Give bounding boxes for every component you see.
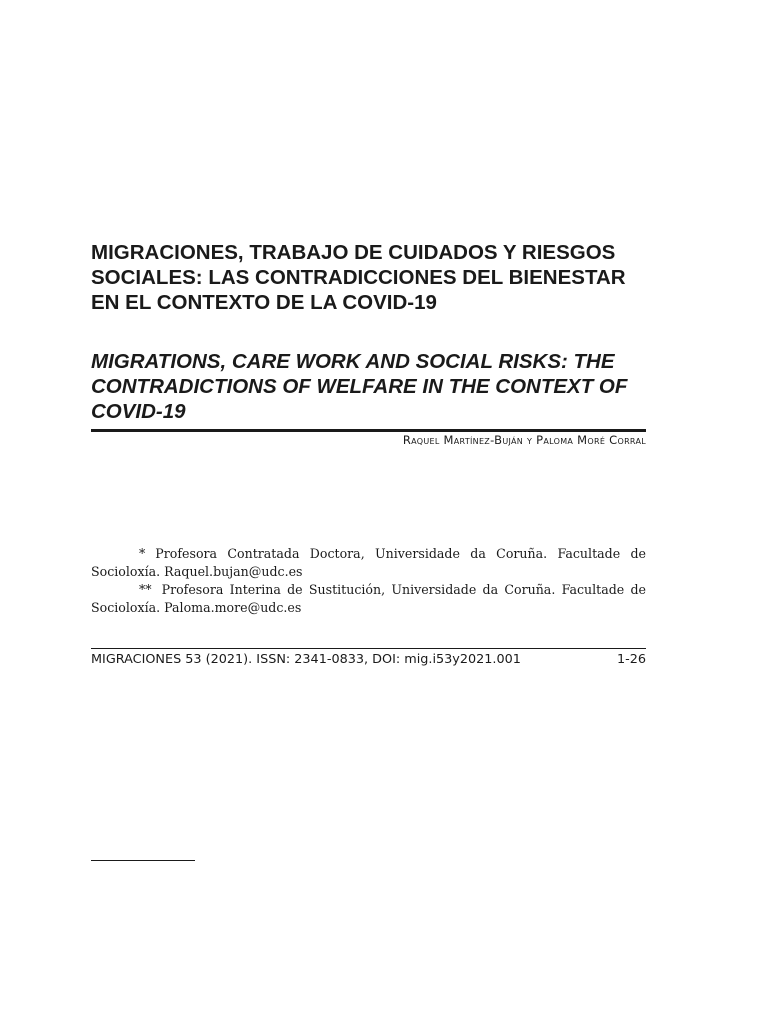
affiliation-text: Profesora Contratada Doctora, Universidade da Coruña. Facultade de Socioloxía. Raquel.bujan@udc.es <box>91 546 646 579</box>
article-title-english: MIGRATIONS, CARE WORK AND SOCIAL RISKS: THE CONTRADICTIONS OF WELFARE IN THE CONTEXT OF COVID-19 <box>91 350 628 423</box>
page-range: 1-26 <box>616 652 646 667</box>
journal-citation-line <box>91 652 646 667</box>
author-affiliations <box>91 545 646 617</box>
article-first-page <box>91 0 646 1024</box>
title-divider <box>91 429 646 432</box>
affiliation-2 <box>91 581 646 617</box>
affiliation-1 <box>91 545 646 581</box>
affiliation-mark: ** <box>139 582 152 597</box>
affiliation-text: Profesora Interina de Sustitución, Universidade da Coruña. Facultade de Socioloxía. Paloma.more@udc.es <box>91 582 646 615</box>
article-title-spanish: MIGRACIONES, TRABAJO DE CUIDADOS Y RIESGOS SOCIALES: LAS CONTRADICCIONES DEL BIENESTAR EN EL CONTEXTO DE LA COVID-19 <box>91 241 626 314</box>
footnote-divider <box>91 860 195 861</box>
affiliation-mark: * <box>139 546 146 561</box>
journal-divider <box>91 648 646 649</box>
journal-citation: MIGRACIONES 53 (2021). ISSN: 2341-0833, DOI: mig.i53y2021.001 <box>91 652 521 667</box>
author-names: Raquel Martínez-Buján y Paloma Moré Corral <box>402 433 646 447</box>
